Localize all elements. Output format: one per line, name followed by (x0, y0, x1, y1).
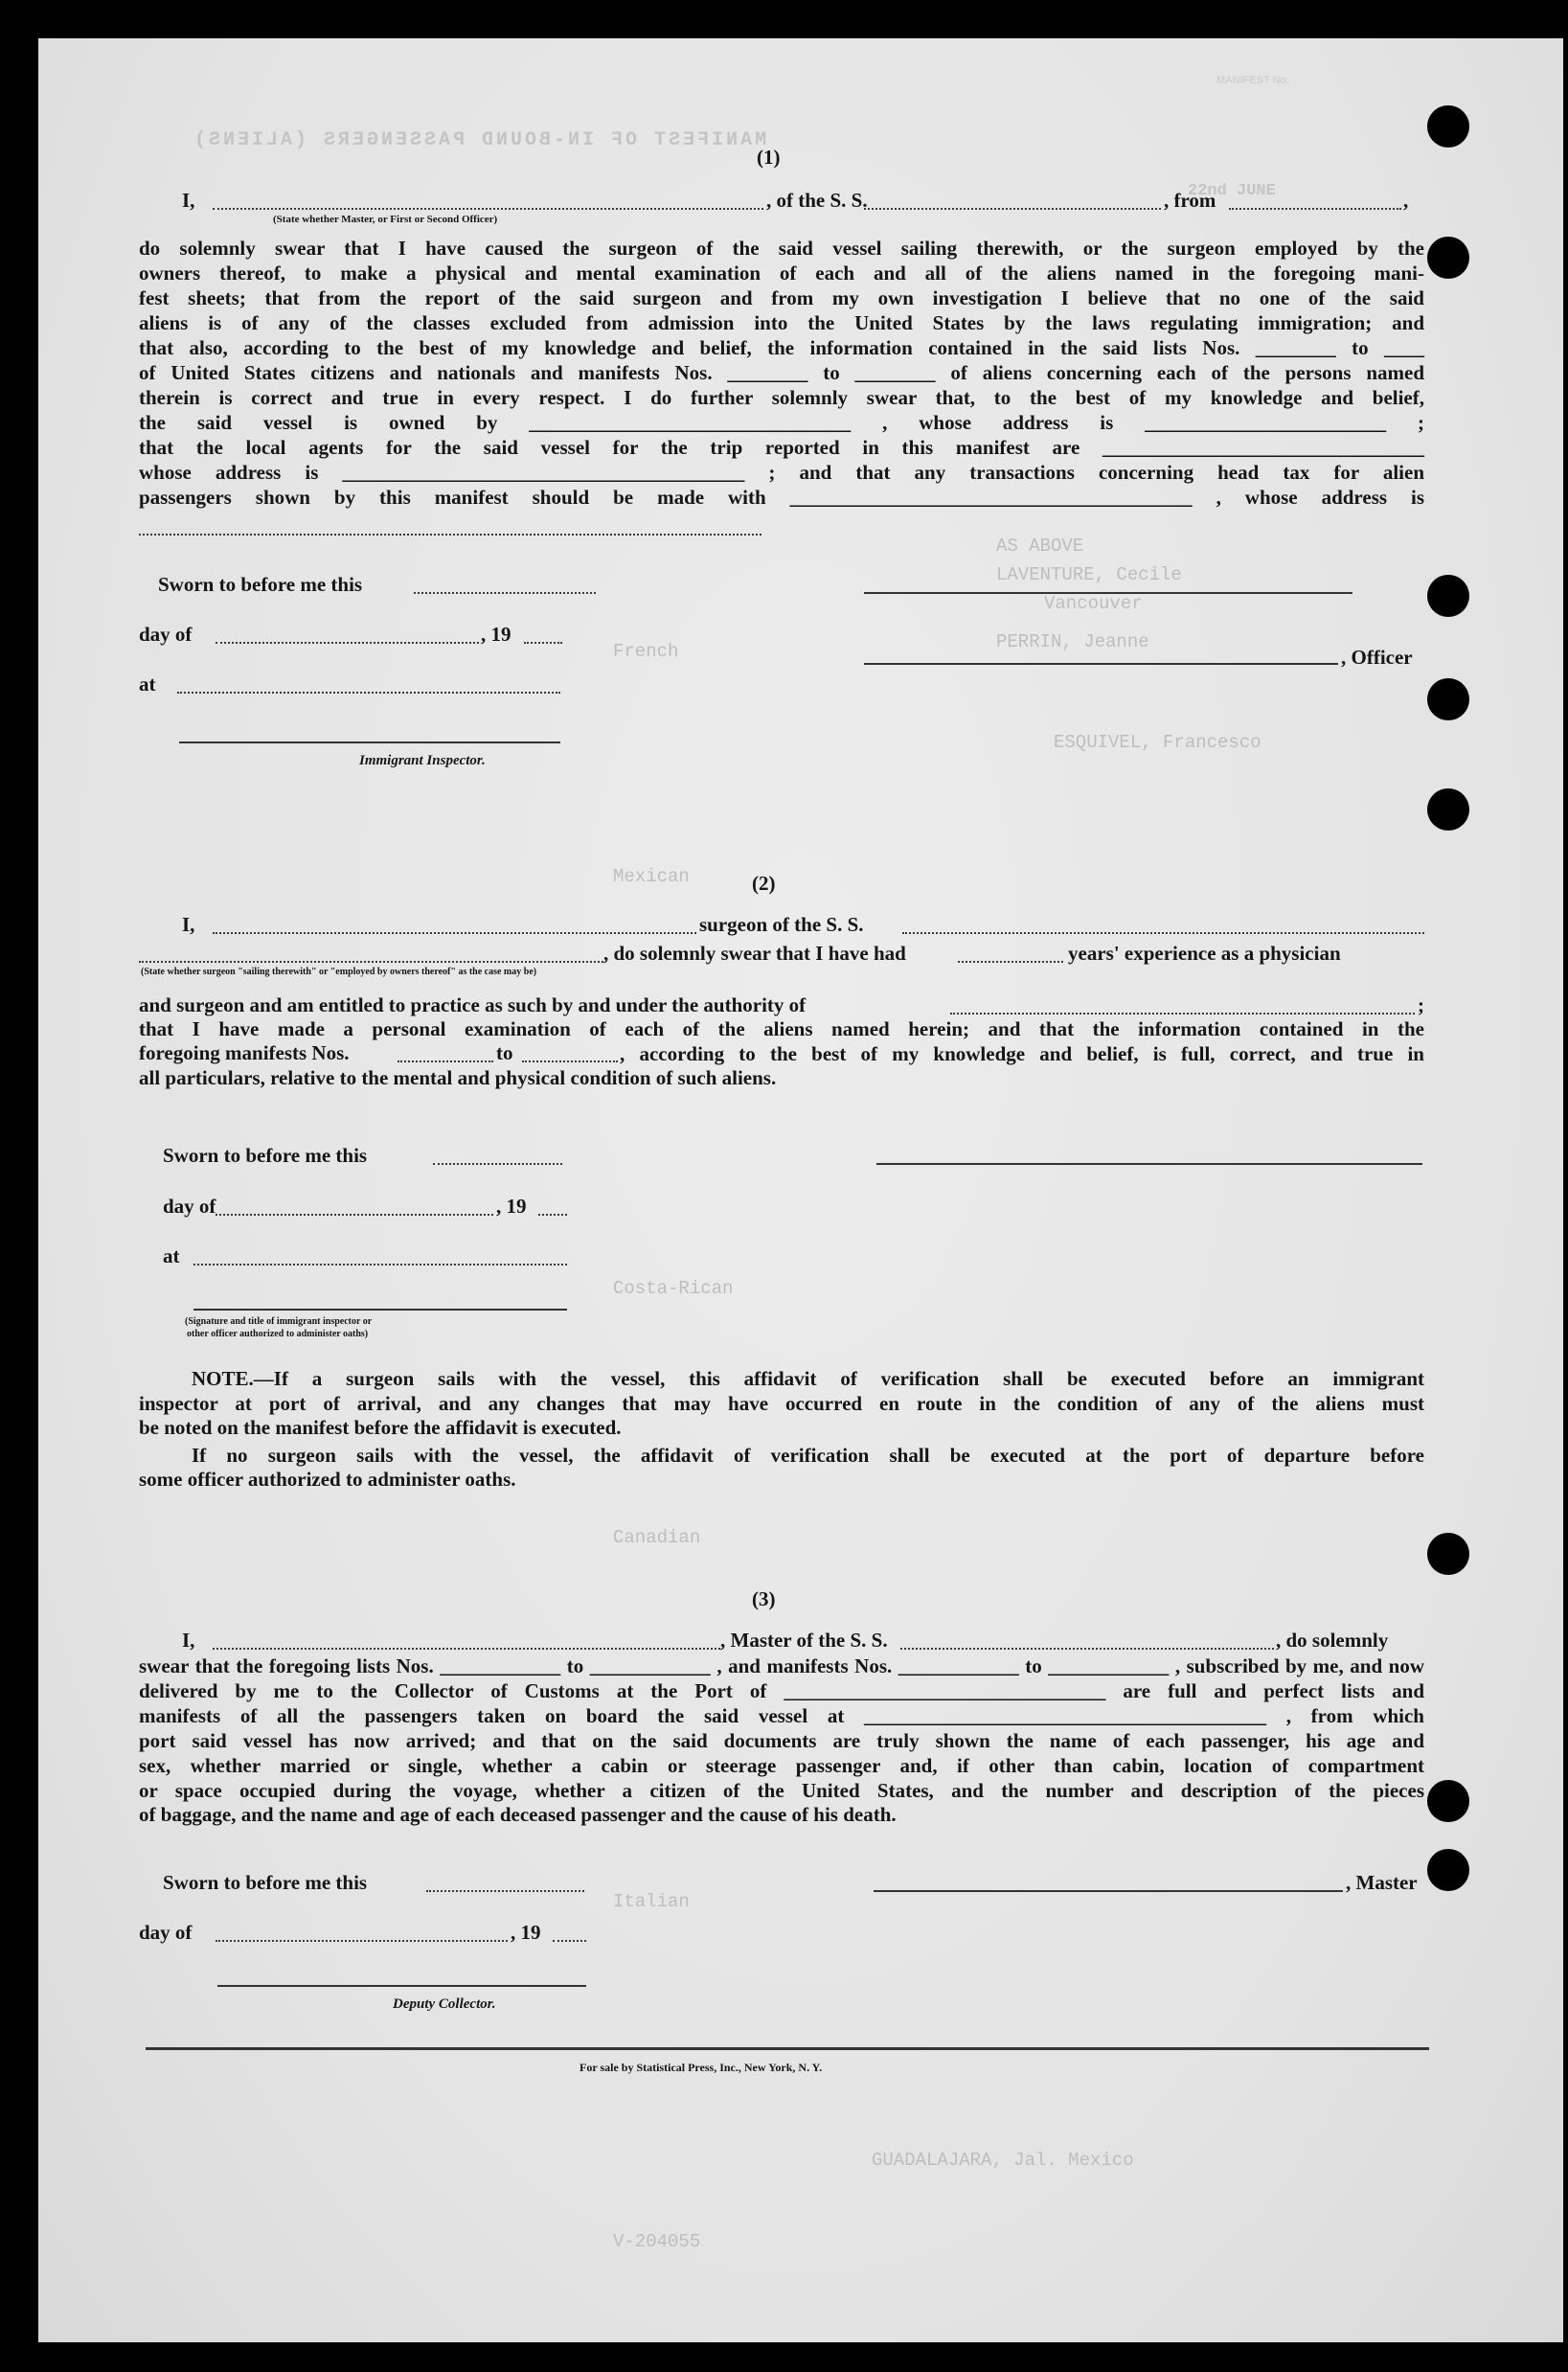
punch-hole (1427, 1849, 1469, 1891)
para-line: passengers shown by this manifest should be made with ________________________________________ , whose address is (139, 486, 1424, 509)
sworn-date-field-2[interactable] (433, 1163, 562, 1165)
section-1-number: (1) (757, 146, 781, 169)
authority-field[interactable] (950, 1013, 1415, 1015)
inspector-title: Immigrant Inspector. (359, 753, 486, 768)
sworn-label-2: Sworn to before me this (163, 1144, 368, 1167)
ghost-manifest-title: MANIFEST OF IN-BOUND PASSENGERS (ALIENS) (192, 129, 767, 151)
surgeon-note: (State whether surgeon "sailing therewith" or "employed by owners thereof" as the case may be) (141, 967, 537, 977)
years-label: years' experience as a physician (1068, 942, 1341, 965)
sworn-date-field-1[interactable] (414, 592, 596, 594)
section-3-number: (3) (752, 1587, 776, 1610)
para-line: therein is correct and true in every respect. I do further solemnly swear that, to the best of my knowledge and belief, (139, 386, 1424, 409)
para-line: whose address is ________________________________________ ; and that any transactions concerning head tax for alien (139, 461, 1424, 484)
para-line: the said vessel is owned by ________________________________ , whose address is ________________________ ; (139, 411, 1424, 434)
deputy-title: Deputy Collector. (393, 1996, 496, 2012)
para-line: do solemnly swear that I have caused the surgeon of the said vessel sailing therewith, or the surgeon employed by the (139, 237, 1424, 260)
para3-line: sex, whether married or single, whether a cabin or steerage passenger and, if other than cabin, location of compartment (139, 1754, 1424, 1777)
manifest-from-field-2[interactable] (398, 1061, 493, 1062)
officer-title-line[interactable] (864, 663, 1338, 665)
at-label-2: at (163, 1244, 180, 1267)
para2-line3-b: to (496, 1041, 513, 1064)
ghost-top-label: MANIFEST No. (1216, 75, 1289, 86)
surgeon-status-field[interactable] (139, 961, 603, 963)
para2-line1: and surgeon and am entitled to practice as such by and under the authority of (139, 993, 807, 1016)
signature-note-1: (Signature and title of immigrant inspector or (185, 1316, 373, 1327)
punch-hole (1427, 237, 1469, 279)
deputy-signature-line[interactable] (217, 1985, 586, 1987)
comma: , (1403, 189, 1409, 212)
note-line-4: If no surgeon sails with the vessel, the affidavit of verification shall be executed at the port of departure before (192, 1444, 1424, 1467)
punch-hole (1427, 678, 1469, 720)
section-2-number: (2) (752, 872, 776, 895)
address-continuation-field[interactable] (139, 534, 761, 536)
punch-hole (1427, 1780, 1469, 1822)
master-vessel-field[interactable] (900, 1648, 1274, 1650)
manifest-to-field-2[interactable] (522, 1061, 618, 1062)
from-port-field[interactable] (1229, 208, 1401, 210)
ghost-name-3: Vancouver (1044, 593, 1143, 614)
from-label: , from (1164, 189, 1216, 212)
section-2-I: I, (182, 913, 195, 936)
of-ss-label: , of the S. S. (766, 189, 868, 212)
para3-line: manifests of all the passengers taken on board the said vessel at ________________________________________ , from which (139, 1704, 1424, 1727)
inspector-signature-line[interactable] (179, 741, 560, 743)
at-label-1: at (139, 673, 156, 696)
punch-hole (1427, 575, 1469, 617)
surgeon-name-field[interactable] (213, 932, 696, 934)
day-of-field-2[interactable] (216, 1214, 493, 1216)
years-field[interactable] (958, 961, 1063, 963)
ghost-date: 22nd JUNE (1188, 182, 1276, 200)
ghost-nat-4: Costa-Rican (613, 1278, 734, 1299)
punch-hole (1427, 788, 1469, 831)
para-line: aliens is of any of the classes excluded from admission into the United States by the laws regulating immigration; and (139, 311, 1424, 334)
ghost-nat-3: Canadian (613, 1527, 701, 1548)
surgeon-signature-line[interactable] (876, 1163, 1422, 1165)
surgeon-of-ss-label: surgeon of the S. S. (699, 913, 864, 936)
sworn-label-3: Sworn to before me this (163, 1871, 368, 1894)
signature-note-2: other officer authorized to administer oaths) (187, 1329, 369, 1339)
officer-name-field[interactable] (213, 208, 763, 210)
para2-line3-c: , according to the best of my knowledge and belief, is full, correct, and true in (620, 1042, 1424, 1065)
para-line: owners thereof, to make a physical and mental examination of each and all of the aliens named in the foregoing mani- (139, 262, 1424, 285)
master-signature-line[interactable] (874, 1890, 1343, 1892)
ghost-name-2: LAVENTURE, Cecile (996, 564, 1182, 585)
vessel-name-field[interactable] (864, 208, 1161, 210)
day-of-field-3[interactable] (216, 1940, 508, 1942)
year-label-1: , 19 (481, 623, 511, 646)
officer-2-signature-line[interactable] (193, 1309, 567, 1311)
at-place-field-1[interactable] (177, 692, 560, 694)
ghost-nat-5: Italian (613, 1891, 690, 1912)
officer-label: , Officer (1341, 646, 1413, 669)
officer-note: (State whether Master, or First or Second Officer) (273, 214, 498, 225)
printer-imprint: For sale by Statistical Press, Inc., New York, N. Y. (579, 2061, 823, 2074)
para-line: that the local agents for the said vessel for the trip reported in this manifest are ________________________________ (139, 436, 1424, 459)
year-label-3: , 19 (511, 1921, 541, 1944)
para-line: of United States citizens and nationals and manifests Nos. ________ to ________ of aliens concerning each of the persons named (139, 361, 1424, 384)
note-line-2: inspector at port of arrival, and any changes that may have occurred en route in the condition of any of the aliens must (139, 1392, 1424, 1415)
year-label-2: , 19 (496, 1195, 527, 1218)
master-of-ss-label: , Master of the S. S. (720, 1629, 888, 1652)
ghost-name-1: AS ABOVE (996, 536, 1084, 557)
note-line-1 (139, 1366, 1424, 1391)
para3-line: port said vessel has now arrived; and that on the said documents are truly shown the name of each passenger, his age and (139, 1729, 1424, 1752)
year-field-1[interactable] (524, 642, 562, 644)
ghost-number: V-204055 (613, 2231, 701, 2252)
master-swear-label: , do solemnly (1276, 1629, 1389, 1652)
para2-line3-a: foregoing manifests Nos. (139, 1041, 350, 1064)
swear-label: , do solemnly swear that I have had (603, 942, 906, 965)
sworn-label-1: Sworn to before me this (158, 573, 363, 596)
para2-line2: that I have made a personal examination of each of the aliens named herein; and that the information contained in the (139, 1017, 1424, 1040)
day-of-field-1[interactable] (216, 642, 479, 644)
ghost-name-4: PERRIN, Jeanne (996, 631, 1149, 652)
punch-hole (1427, 105, 1469, 148)
ghost-nat-2: Mexican (613, 866, 690, 887)
section-3-I: I, (182, 1629, 195, 1652)
section-1-I: I, (182, 189, 195, 212)
note-line-5: some officer authorized to administer oaths. (139, 1468, 516, 1491)
ghost-address: GUADALAJARA, Jal. Mexico (872, 2150, 1134, 2171)
officer-signature-line[interactable] (864, 592, 1352, 594)
footer-rule (146, 2047, 1429, 2050)
ghost-name-5: ESQUIVEL, Francesco (1054, 732, 1261, 753)
note-label: NOTE. (192, 1367, 254, 1390)
year-field-2[interactable] (538, 1214, 567, 1216)
form-sheet (38, 38, 1563, 2342)
at-place-field-2[interactable] (193, 1264, 567, 1266)
note-line-3: be noted on the manifest before the affidavit is executed. (139, 1416, 622, 1439)
day-of-label-2: day of (163, 1195, 216, 1218)
surgeon-vessel-field[interactable] (902, 932, 1424, 934)
para2-line4: all particulars, relative to the mental and physical condition of such aliens. (139, 1066, 777, 1089)
para-line: fest sheets; that from the report of the said surgeon and from my own investigation I believe that no one of the said (139, 286, 1424, 309)
day-of-label-3: day of (139, 1921, 193, 1944)
master-name-field[interactable] (213, 1648, 720, 1650)
ghost-nat-1: French (613, 641, 679, 662)
year-field-3[interactable] (553, 1940, 586, 1942)
para3-line: delivered by me to the Collector of Customs at the Port of ________________________________ are full and perfect lists and (139, 1679, 1424, 1702)
para3-line: or space occupied during the voyage, whether a citizen of the United States, and the number and description of the pieces (139, 1779, 1424, 1802)
para-line: that also, according to the best of my knowledge and belief, the information contained in the said lists Nos. ________ to ____ (139, 336, 1424, 359)
sworn-date-field-3[interactable] (426, 1890, 584, 1892)
para3-line: of baggage, and the name and age of each deceased passenger and the cause of his death. (139, 1803, 897, 1826)
note-text-1: —If a surgeon sails with the vessel, this affidavit of verification shall be executed before an immigrant (253, 1367, 1424, 1390)
day-of-label-1: day of (139, 623, 193, 646)
master-label: , Master (1346, 1871, 1418, 1894)
semicolon: ; (1418, 993, 1424, 1016)
para3-line: swear that the foregoing lists Nos. ____________ to ____________ , and manifests Nos. ____________ to ____________ , subscribed by me, and now (139, 1654, 1424, 1677)
punch-hole (1427, 1533, 1469, 1575)
